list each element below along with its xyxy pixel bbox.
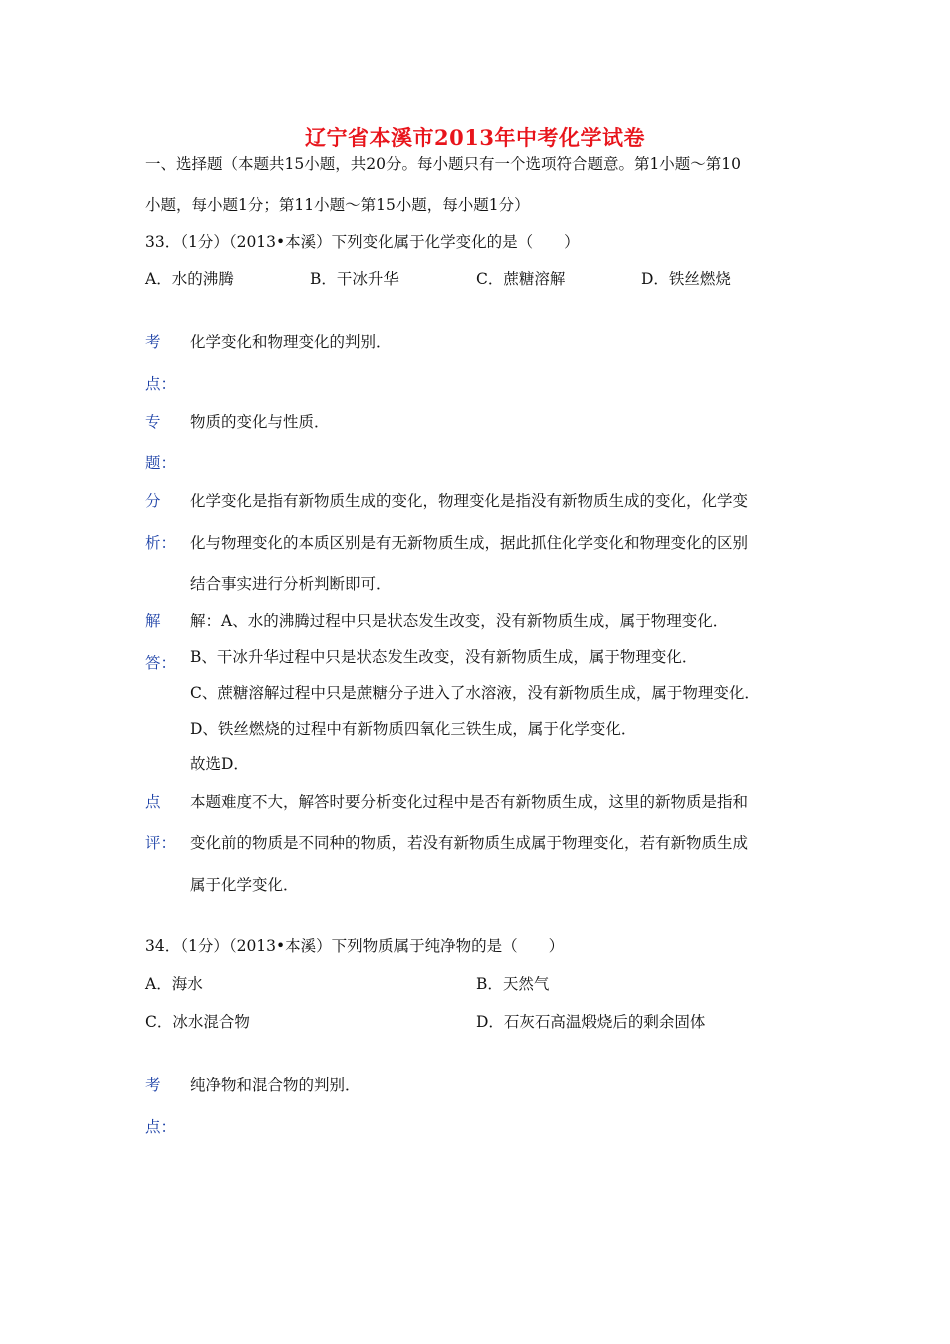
q33-dianping-line-3: 属于化学变化． bbox=[190, 876, 299, 894]
q33-jieda-line-4: D、铁丝燃烧的过程中有新物质四氧化三铁生成，属于化学变化． bbox=[190, 720, 637, 738]
q34-option-b: B．天然气 bbox=[476, 975, 550, 993]
q34-kaodian-label-2: 点： bbox=[145, 1118, 177, 1136]
q33-dianping-line-2: 变化前的物质是不同种的物质，若没有新物质生成属于物理变化，若有新物质生成 bbox=[190, 834, 749, 852]
q33-jieda-line-1: 解：A、水的沸腾过程中只是状态发生改变，没有新物质生成，属于物理变化． bbox=[190, 612, 729, 630]
q33-kaodian: 化学变化和物理变化的判别． bbox=[190, 333, 392, 351]
q33-dianping-line-1: 本题难度不大，解答时要分析变化过程中是否有新物质生成，这里的新物质是指和 bbox=[190, 793, 749, 811]
q33-fenxi-label-1: 分 bbox=[145, 492, 161, 510]
q34-option-c: C．冰水混合物 bbox=[145, 1013, 250, 1031]
page-title: 辽宁省本溪市2013年中考化学试卷 bbox=[305, 125, 645, 150]
q33-jieda-line-2: B、干冰升华过程中只是状态发生改变，没有新物质生成，属于物理变化． bbox=[190, 648, 698, 666]
q33-zhuanti-label-1: 专 bbox=[145, 413, 161, 431]
q34-option-d: D．石灰石高温煅烧后的剩余固体 bbox=[476, 1013, 706, 1031]
q33-jieda-line-5: 故选D． bbox=[190, 755, 249, 773]
q33-kaodian-label-2: 点： bbox=[145, 375, 177, 393]
q33-dianping-label-2: 评： bbox=[145, 834, 177, 852]
q33-zhuanti: 物质的变化与性质． bbox=[190, 413, 330, 431]
q33-option-d: D．铁丝燃烧 bbox=[641, 270, 731, 288]
q33-dianping-label-1: 点 bbox=[145, 793, 161, 811]
q33-zhuanti-label-2: 题： bbox=[145, 454, 177, 472]
question-34-stem: 34．（1分）（2013•本溪）下列物质属于纯净物的是（ ） bbox=[145, 937, 565, 955]
q33-fenxi-line-1: 化学变化是指有新物质生成的变化，物理变化是指没有新物质生成的变化，化学变 bbox=[190, 492, 749, 510]
q34-kaodian-label-1: 考 bbox=[145, 1076, 161, 1094]
q34-kaodian: 纯净物和混合物的判别． bbox=[190, 1076, 361, 1094]
q33-option-c: C．蔗糖溶解 bbox=[476, 270, 566, 288]
q33-jieda-label-1: 解 bbox=[145, 612, 161, 630]
q34-option-a: A．海水 bbox=[145, 975, 203, 993]
q33-fenxi-label-2: 析： bbox=[145, 534, 177, 552]
q33-jieda-line-3: C、蔗糖溶解过程中只是蔗糖分子进入了水溶液，没有新物质生成，属于物理变化． bbox=[190, 684, 760, 702]
q33-fenxi-line-2: 化与物理变化的本质区别是有无新物质生成，据此抓住化学变化和物理变化的区别 bbox=[190, 534, 749, 552]
section-heading-line-1: 一、选择题（本题共15小题，共20分。每小题只有一个选项符合题意。第1小题～第10 bbox=[145, 155, 742, 173]
question-33-stem: 33．（1分）（2013•本溪）下列变化属于化学变化的是（ ） bbox=[145, 233, 580, 251]
section-heading-line-2: 小题，每小题1分；第11小题～第15小题，每小题1分） bbox=[145, 196, 530, 214]
q33-fenxi-line-3: 结合事实进行分析判断即可． bbox=[190, 575, 392, 593]
q33-option-a: A．水的沸腾 bbox=[145, 270, 234, 288]
q33-option-b: B．干冰升华 bbox=[310, 270, 399, 288]
q33-jieda-label-2: 答： bbox=[145, 654, 177, 672]
q33-kaodian-label-1: 考 bbox=[145, 333, 161, 351]
